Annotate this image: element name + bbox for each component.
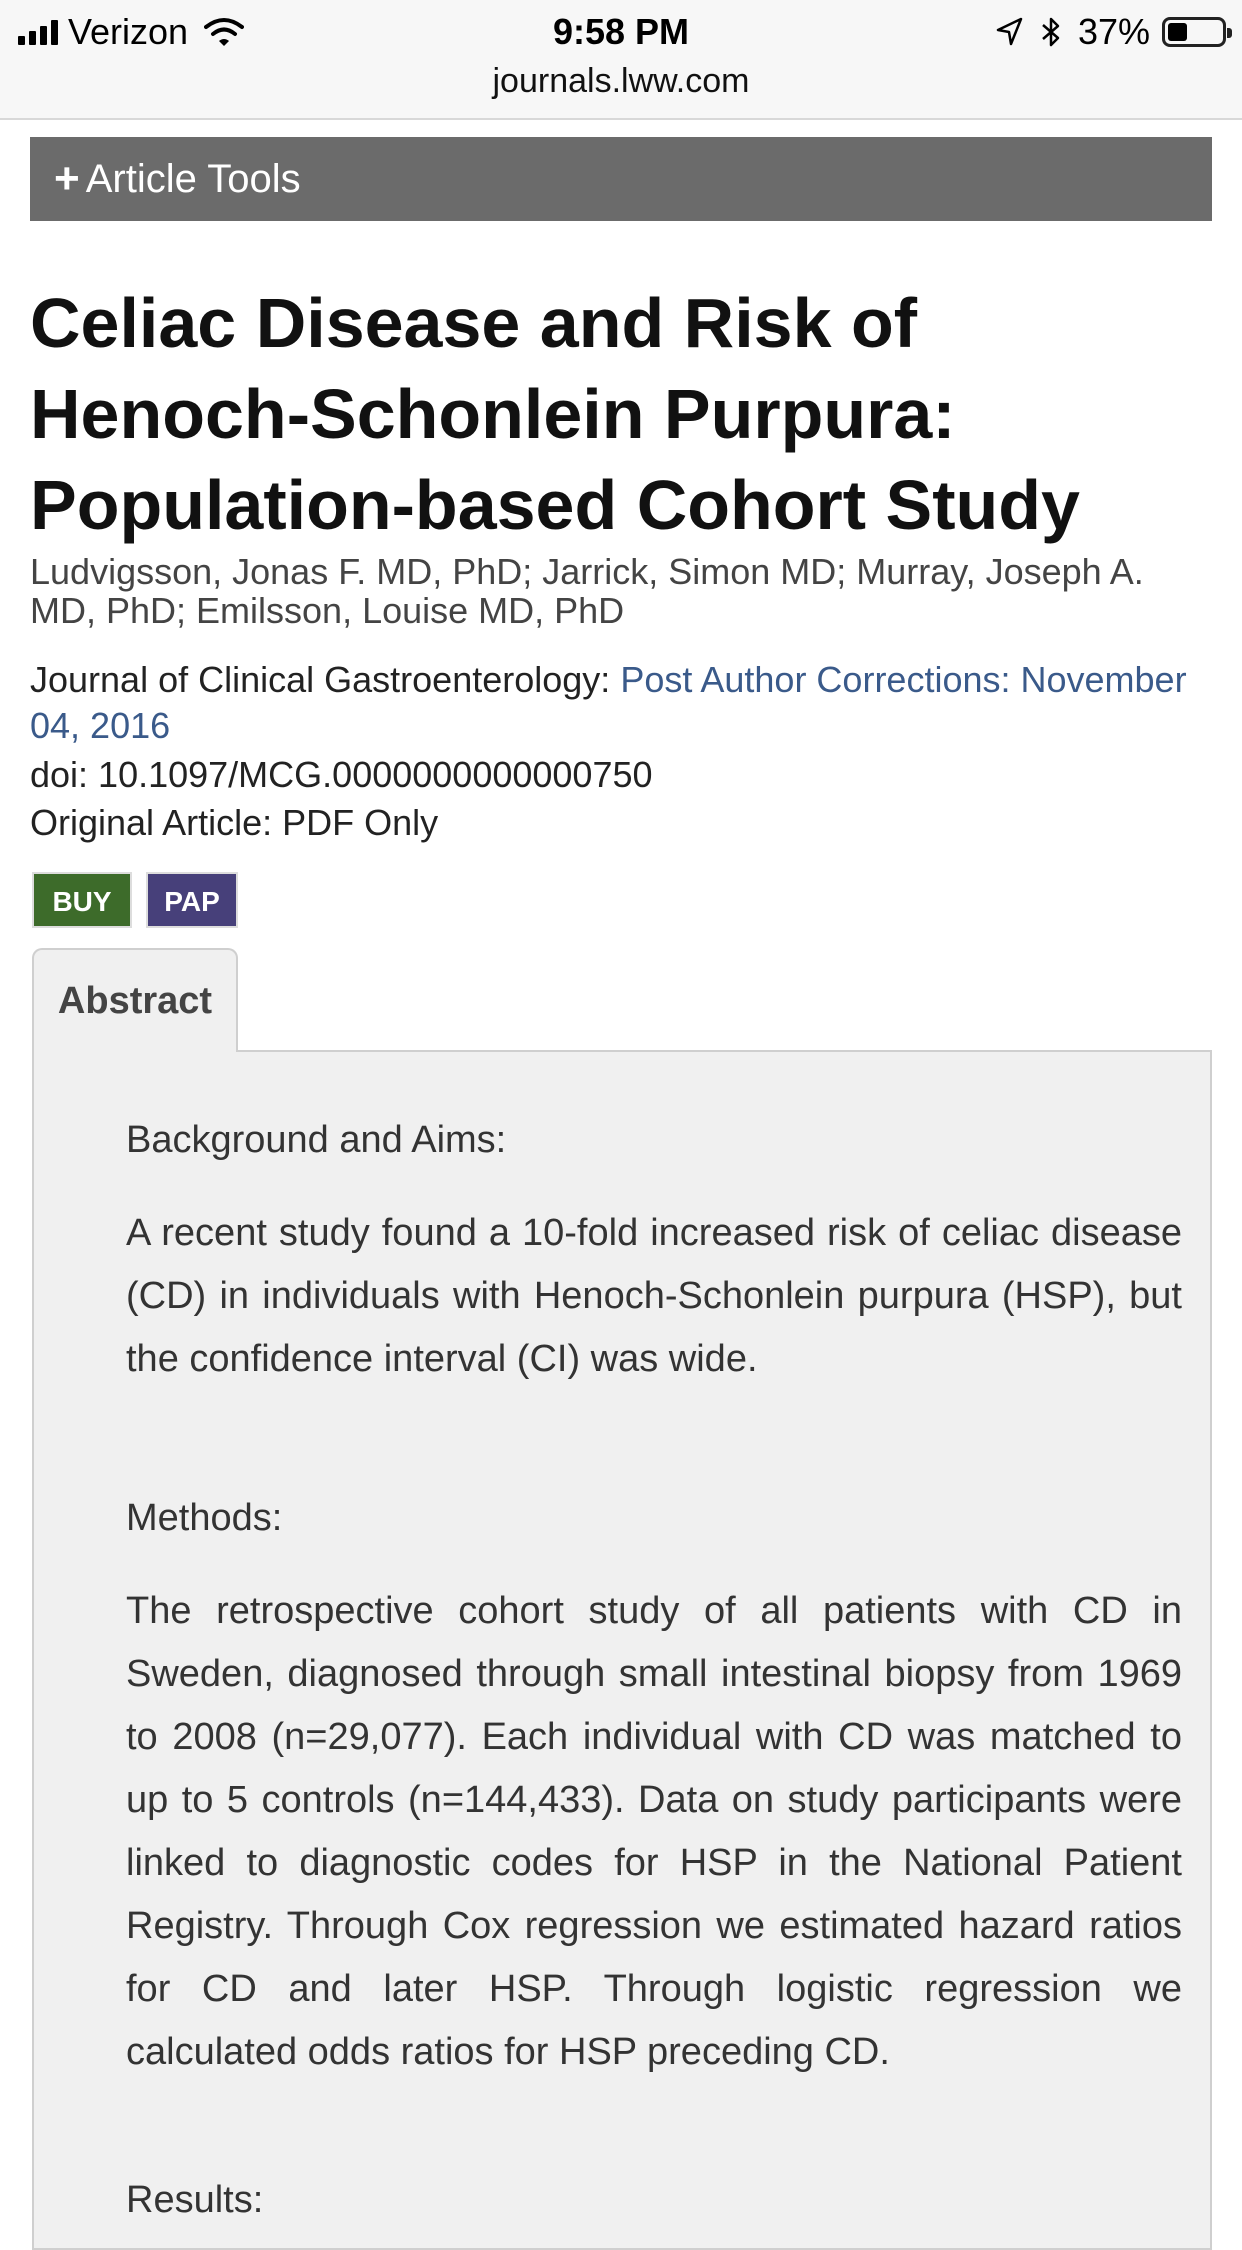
background-heading: Background and Aims: [126, 1119, 507, 1161]
url-bar[interactable]: journals.lww.com [492, 62, 750, 100]
location-icon [994, 15, 1024, 49]
battery-fill [1168, 23, 1187, 41]
article-doi: doi: 10.1097/MCG.0000000000000750 [30, 754, 653, 795]
post-author-corrections-link[interactable]: Post Author Corrections: November 04, 2016 [30, 659, 1187, 746]
carrier-label: Verizon [68, 11, 189, 52]
tab-abstract[interactable]: Abstract [32, 948, 238, 1052]
pap-button[interactable]: PAP [146, 872, 238, 928]
abstract-panel [32, 1050, 1212, 2250]
article-tools-label: Article Tools [85, 156, 301, 201]
status-right [994, 8, 1226, 56]
battery-icon [1162, 17, 1226, 47]
journal-name: Journal of Clinical Gastroenterology: [30, 659, 611, 700]
article-citation [30, 657, 1212, 749]
plus-icon: + [54, 154, 80, 203]
status-time: 9:58 PM [552, 11, 690, 52]
article-tools-button[interactable] [30, 137, 1212, 221]
status-bar [0, 0, 1242, 120]
article-type: Original Article: PDF Only [30, 802, 439, 843]
background-text: A recent study found a 10-fold increased risk of celiac disease (CD) in individuals with Henoch-Schonlein purpura (HSP), but the confidence interval (CI) was wide. [126, 1212, 1182, 1380]
bluetooth-icon [1036, 15, 1066, 49]
results-heading: Results: [126, 2179, 264, 2221]
buy-button[interactable]: BUY [32, 872, 132, 928]
article-title: Celiac Disease and Risk of Henoch-Schonlein Purpura: Population-based Cohort Study [30, 284, 1080, 544]
methods-text: The retrospective cohort study of all patients with CD in Sweden, diagnosed through small intestinal biopsy from 1969 to 2008 (n=29,077). Each individual with CD was matched to up to 5 controls (n=144,433). Data on study participants were linked to diagnostic codes for HSP in the National Patient Registry. Through Cox regression we estimated hazard ratios for CD and later HSP. Through logistic regression we calculated odds ratios for HSP preceding CD. [126, 1590, 1182, 2073]
battery-percent: 37% [1077, 11, 1150, 52]
article-authors: Ludvigsson, Jonas F. MD, PhD; Jarrick, Simon MD; Murray, Joseph A. MD, PhD; Emilsson, Louise MD, PhD [30, 551, 1144, 631]
methods-heading: Methods: [126, 1497, 283, 1539]
